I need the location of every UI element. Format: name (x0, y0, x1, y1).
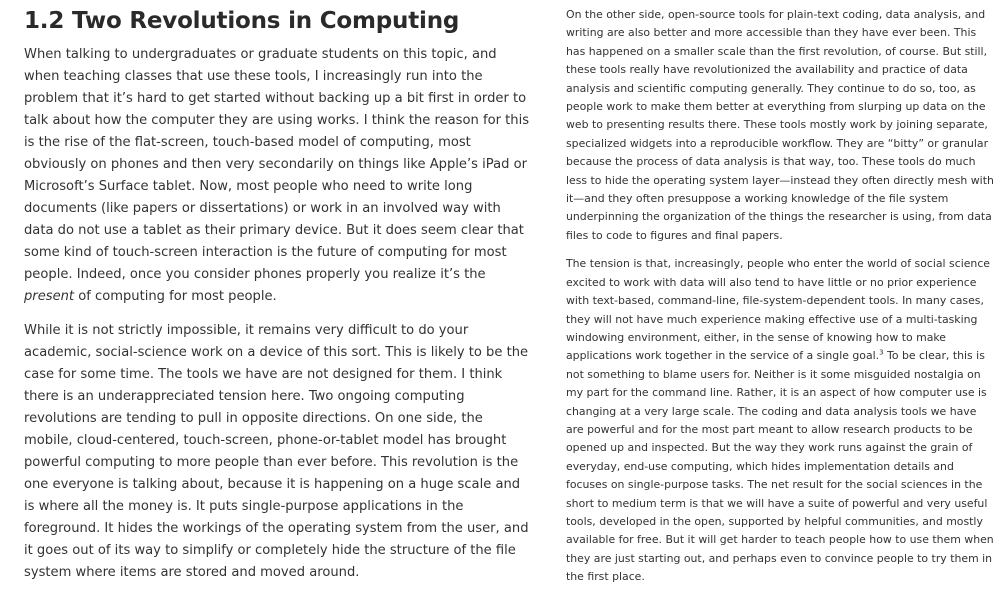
left-paragraph-1-text-b: of computing for most people. (74, 289, 277, 304)
left-paragraph-1-text-a: When talking to undergraduates or graduate students on this topic, and when teaching classes that use these tools, I increasingly run into the problem that it’s hard to get started without backing up a bit first in order to talk about how the computer they are using works. I think the reason for this is the rise of the flat-screen, touch-based model of computing, most obviously on phones and then very secondarily on things like Apple’s iPad or Microsoft’s Surface tablet. Now, most people who need to write long documents (like papers or dissertations) or work in an involved way with data do not use a tablet as their primary device. But it does seem clear that some kind of touch-screen interaction is the future of computing for most people. Indeed, once you consider phones properly you realize it’s the (24, 47, 530, 282)
section-title: 1.2 Two Revolutions in Computing (24, 8, 460, 34)
right-column (566, 0, 996, 597)
emphasis-present: present (24, 289, 75, 304)
right-paragraph-1: On the other side, open-source tools for plain-text coding, data analysis, and writing are also better and more accessible than they have ever been. This has happened on a smaller scale than the first revolution, of course. But still, these tools really have revolutionized the availability and practice of data analysis and scientific computing generally. They continue to do so, too, as people work to make them better at everything from slurping up data on the web to presenting results there. These tools mostly work by joining separate, specialized widgets into a reproducible workflow. They are “bitty” or granular because the process of data analysis is that way, too. These tools do much less to hide the operating system layer—instead they often directly mesh with it—and they often presuppose a working knowledge of the file system underpinning the organization of the things the researcher is using, from data files to code to figures and final papers. (566, 8, 994, 242)
left-paragraph-1 (24, 44, 534, 308)
left-column (24, 0, 534, 596)
footnote-marker[interactable]: 3 (879, 348, 884, 357)
right-paragraph-2-text-b: To be clear, this is not something to blame users for. Neither is it some misguided nostalgia on my part for the command line. Rather, it is an aspect of how computer use is changing at a very large scale. The coding and data analysis tools we have are powerful and for the most part meant to allow research products to be opened up and inspected. But the way they work runs against the grain of everyday, end-use computing, which hides implementation details and focuses on single-purpose tasks. The net result for the social sciences in the short to medium term is that we will have a suite of powerful and very useful tools, developed in the open, supported by helpful communities, and mostly available for free. But it will get harder to teach people how to use them when they are just starting out, and perhaps even to convince people to try them in the first place. (566, 349, 994, 584)
left-paragraph-2: While it is not strictly impossible, it remains very difficult to do your academic, social-science work on a device of this sort. This is likely to be the case for some time. The tools we have are not designed for them. I think there is an underappreciated tension here. Two ongoing computing revolutions are tending to pull in opposite directions. On one side, the mobile, cloud-centered, touch-screen, phone-or-tablet model has brought powerful computing to more people than ever before. This revolution is the one everyone is talking about, because it is happening on a huge scale and is where all the money is. It puts single-purpose applications in the foreground. It hides the workings of the operating system from the user, and it goes out of its way to simplify or completely hide the structure of the file system where items are stored and moved around. (24, 323, 529, 580)
right-paragraph-2 (566, 255, 996, 586)
right-paragraph-2-text-a: The tension is that, increasingly, people who enter the world of social science excited to work with data will also tend to have little or no prior experience with text-based, command-line, file-system-dependent tools. In many cases, they will not have much experience making effective use of a multi-tasking windowing environment, either, in the sense of knowing how to make applications work together in the service of a single goal. (566, 257, 991, 363)
